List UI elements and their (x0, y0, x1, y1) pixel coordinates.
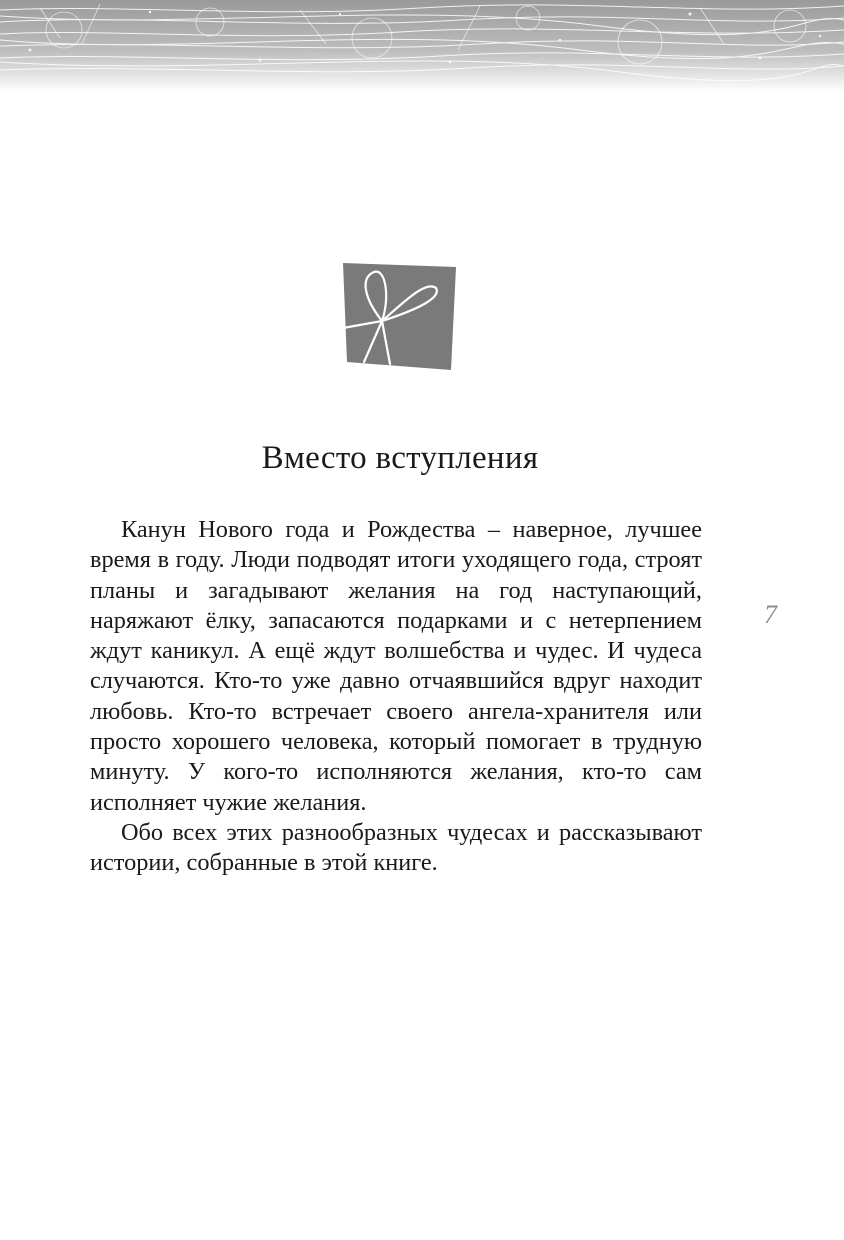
paragraph: Обо всех этих разнообразных чудесах и рассказывают истории, собранные в этой книге. (90, 818, 702, 877)
body-text (90, 515, 702, 879)
decorative-header-band (0, 0, 844, 92)
gift-icon (338, 258, 460, 372)
paragraph: Канун Нового года и Рождества – наверное, лучшее время в году. Люди подводят итоги уходящего года, строят планы и загадывают желания на год наступающий, наряжают ёлку, запасаются подарками и с нетерпением ждут каникул. А ещё ждут волшебства и чудес. И чудеса случаются. Кто-то уже давно отчаявшийся вдруг находит любовь. Кто-то встречает своего ангела-хранителя или просто хорошего человека, который помогает в трудную минуту. У кого-то исполняются желания, кто-то сам исполняет чужие желания. (90, 516, 702, 816)
page-number: 7 (764, 600, 777, 629)
chapter-title: Вместо вступления (261, 440, 539, 476)
